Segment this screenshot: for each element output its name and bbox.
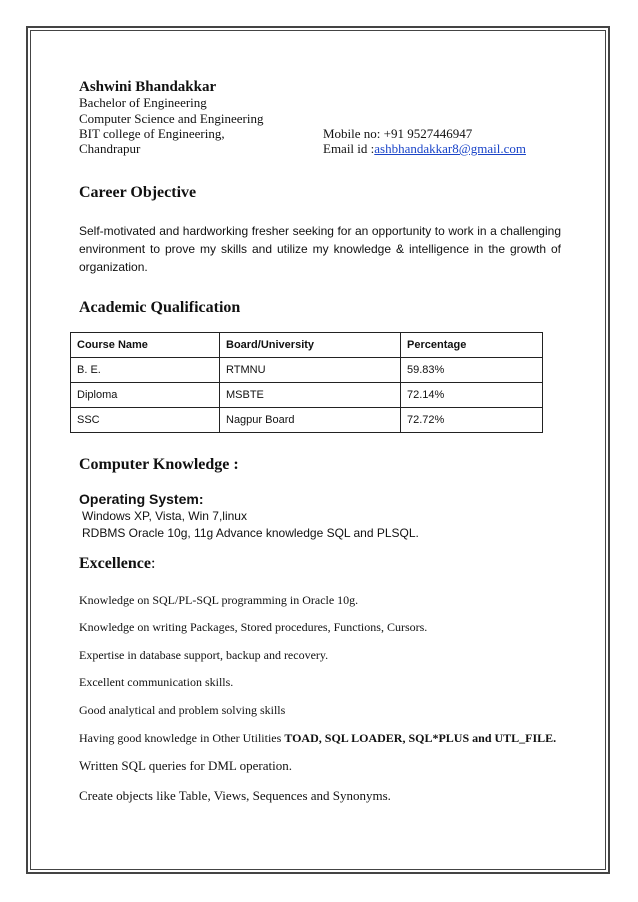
excellence-item: Good analytical and problem solving skills	[79, 703, 286, 717]
table-cell: 72.14%	[401, 383, 543, 408]
utilities-bold: TOAD, SQL LOADER, SQL*PLUS and UTL_FILE.	[284, 731, 557, 745]
create-objects-line: Create objects like Table, Views, Sequences and Synonyms.	[79, 788, 391, 803]
table-cell: 72.72%	[401, 408, 543, 433]
degree: Bachelor of Engineering	[79, 95, 207, 110]
city: Chandrapur	[79, 141, 141, 156]
qualification-table	[70, 332, 543, 433]
os-line: RDBMS Oracle 10g, 11g Advance knowledge SQL and PLSQL.	[82, 526, 419, 540]
written-sql-line: Written SQL queries for DML operation.	[79, 758, 292, 773]
table-row	[71, 358, 543, 383]
academic-heading: Academic Qualification	[79, 299, 241, 316]
excellence-colon: :	[150, 555, 156, 572]
column-header: Course Name	[71, 333, 220, 358]
excellence-item: Excellent communication skills.	[79, 675, 234, 689]
utilities-line	[79, 731, 556, 746]
table-cell: B. E.	[71, 358, 220, 383]
email-link[interactable]: ashbhandakkar8@gmail.com	[374, 141, 526, 156]
branch: Computer Science and Engineering	[79, 111, 264, 126]
column-header: Percentage	[401, 333, 543, 358]
excellence-heading-line	[79, 555, 155, 573]
excellence-item: Knowledge on SQL/PL-SQL programming in Oracle 10g.	[79, 593, 359, 607]
table-cell: SSC	[71, 408, 220, 433]
computer-knowledge-heading: Computer Knowledge :	[79, 456, 239, 473]
table-cell: RTMNU	[220, 358, 401, 383]
career-objective-text: Self-motivated and hardworking fresher seeking for an opportunity to work in a challenging environment to prove my skills and utilize my knowledge & intelligence in the growth of organization.	[79, 224, 561, 274]
table-cell: Diploma	[71, 383, 220, 408]
table-row	[71, 408, 543, 433]
excellence-item: Knowledge on writing Packages, Stored procedures, Functions, Cursors.	[79, 620, 428, 634]
college: BIT college of Engineering,	[79, 126, 225, 141]
excellence-item: Expertise in database support, backup and recovery.	[79, 648, 329, 662]
email-line	[323, 141, 526, 157]
table-row	[71, 383, 543, 408]
os-line: Windows XP, Vista, Win 7,linux	[82, 509, 247, 523]
candidate-name: Ashwini Bhandakkar	[79, 79, 217, 95]
table-cell: 59.83%	[401, 358, 543, 383]
table-cell: Nagpur Board	[220, 408, 401, 433]
email-label: Email id :	[323, 141, 375, 156]
table-cell: MSBTE	[220, 383, 401, 408]
excellence-heading: Excellence	[79, 555, 151, 572]
mobile-number: Mobile no: +91 9527446947	[323, 126, 473, 141]
column-header: Board/University	[220, 333, 401, 358]
career-objective-heading: Career Objective	[79, 184, 197, 201]
table-header-row	[71, 333, 543, 358]
operating-system-heading: Operating System:	[79, 491, 204, 507]
utilities-prefix: Having good knowledge in Other Utilities	[79, 731, 285, 745]
